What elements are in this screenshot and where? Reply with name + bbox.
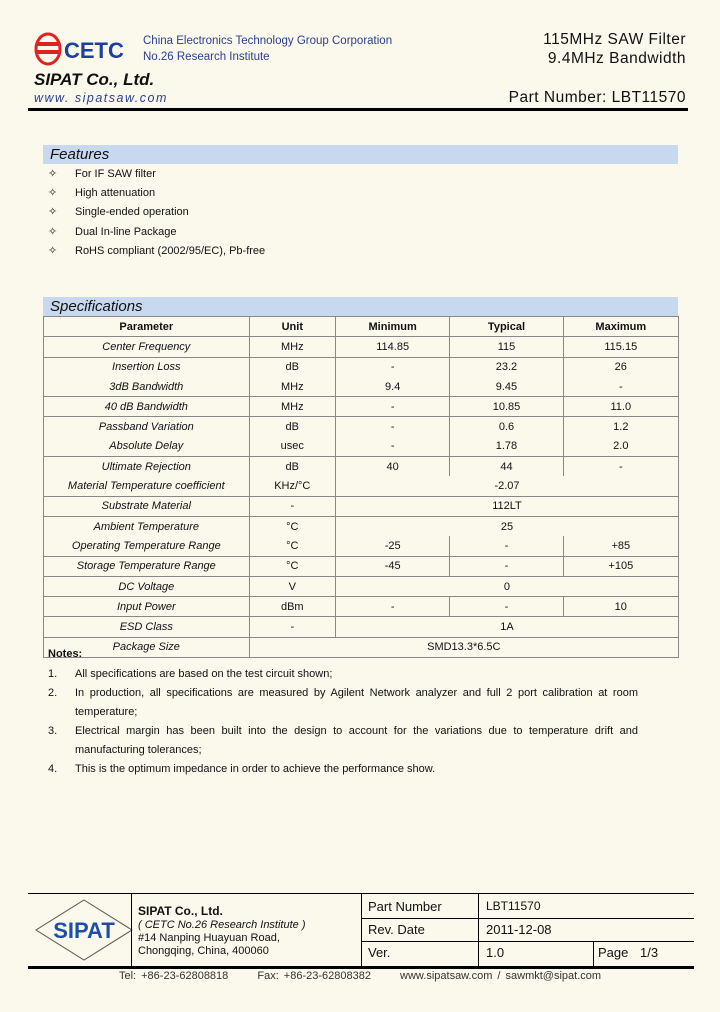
value-cell: dB: [249, 457, 335, 477]
column-header: Parameter: [44, 317, 250, 337]
value-cell: -: [335, 357, 449, 377]
parameter-cell: Material Temperature coefficient: [44, 476, 250, 496]
note-item: [48, 722, 638, 760]
footer-company: SIPAT Co., Ltd.: [138, 904, 223, 918]
note-number: 4.: [48, 763, 58, 775]
value-cell: 10: [563, 597, 678, 617]
value-cell: -: [249, 496, 335, 516]
table-row: [44, 617, 679, 637]
parameter-cell: Ambient Temperature: [44, 516, 250, 536]
value-cell: MHz: [249, 377, 335, 397]
value-cell: 112LT: [335, 496, 678, 516]
web-email[interactable]: www.sipatsaw.com / sawmkt@sipat.com: [400, 970, 602, 982]
institute-name: No.26 Research Institute: [143, 51, 270, 63]
fax: Fax: +86-23-62808382: [257, 970, 371, 982]
value-cell: -45: [335, 556, 449, 576]
value-cell: 10.85: [450, 397, 563, 417]
version-value: 1.0: [486, 945, 505, 960]
value-cell: 0: [335, 576, 678, 596]
note-number: 3.: [48, 725, 58, 737]
page-value: 1/3: [640, 945, 659, 960]
value-cell: dB: [249, 417, 335, 437]
parameter-cell: Center Frequency: [44, 337, 250, 357]
table-row: [44, 417, 679, 437]
feature-text: Dual In-line Package: [75, 225, 177, 238]
note-text: All specifications are based on the test circuit shown;: [75, 668, 333, 680]
value-cell: 2.0: [563, 437, 678, 457]
value-cell: -: [450, 556, 563, 576]
value-cell: 1A: [335, 617, 678, 637]
page-label: Page: [598, 945, 629, 960]
table-row: [44, 357, 679, 377]
website-link[interactable]: www. sipatsaw.com: [34, 91, 168, 105]
bullet-icon: ✧: [48, 244, 58, 257]
note-item: [48, 684, 638, 722]
value-cell: 1.78: [450, 437, 563, 457]
value-cell: -: [450, 536, 563, 556]
value-cell: dB: [249, 357, 335, 377]
value-cell: 11.0: [563, 397, 678, 417]
parameter-cell: Absolute Delay: [44, 437, 250, 457]
header-divider: [28, 108, 688, 111]
value-cell: 115: [450, 337, 563, 357]
note-number: 2.: [48, 687, 58, 699]
note-item: [48, 760, 638, 779]
parameter-cell: Operating Temperature Range: [44, 536, 250, 556]
value-cell: -25: [335, 536, 449, 556]
rev-date-value: 2011-12-08: [486, 922, 552, 937]
value-cell: -2.07: [335, 476, 678, 496]
value-cell: 9.4: [335, 377, 449, 397]
note-text: Electrical margin has been built into the design to account for the variations due to temperature drift and manufacturing tolerances;: [75, 725, 638, 756]
rev-date-label: Rev. Date: [368, 922, 425, 937]
value-cell: -: [249, 617, 335, 637]
value-cell: 1.2: [563, 417, 678, 437]
table-row: [44, 597, 679, 617]
cetc-logo-text: CETC: [64, 38, 124, 63]
bullet-icon: ✧: [48, 187, 58, 200]
table-row: [44, 457, 679, 477]
value-cell: usec: [249, 437, 335, 457]
feature-text: For IF SAW filter: [75, 168, 156, 180]
table-row: [44, 516, 679, 536]
column-header: Unit: [249, 317, 335, 337]
part-number-value: LBT11570: [486, 899, 541, 913]
feature-text: RoHS compliant (2002/95/EC), Pb-free: [75, 244, 266, 257]
value-cell: SMD13.3*6.5C: [249, 637, 678, 657]
value-cell: 25: [335, 516, 678, 536]
value-cell: +85: [563, 536, 678, 556]
parameter-cell: Package Size: [44, 637, 250, 657]
parameter-cell: ESD Class: [44, 617, 250, 637]
value-cell: °C: [249, 536, 335, 556]
version-label: Ver.: [368, 945, 391, 960]
footer-box: [28, 893, 694, 969]
bullet-icon: ✧: [48, 168, 58, 180]
feature-item: [48, 225, 177, 238]
value-cell: MHz: [249, 397, 335, 417]
value-cell: -: [563, 457, 678, 477]
column-header: Typical: [450, 317, 563, 337]
value-cell: -: [335, 397, 449, 417]
part-number-label: Part Number: [368, 899, 442, 914]
table-row: [44, 437, 679, 457]
note-number: 1.: [48, 668, 58, 680]
table-header-row: [44, 317, 679, 337]
table-row: [44, 536, 679, 556]
parameter-cell: Substrate Material: [44, 496, 250, 516]
sipat-logo: [34, 898, 134, 962]
company-name: SIPAT Co., Ltd.: [34, 70, 155, 89]
table-row: [44, 576, 679, 596]
value-cell: 44: [450, 457, 563, 477]
value-cell: 115.15: [563, 337, 678, 357]
parameter-cell: Input Power: [44, 597, 250, 617]
value-cell: 114.85: [335, 337, 449, 357]
notes-heading: Notes:: [48, 648, 83, 660]
value-cell: V: [249, 576, 335, 596]
table-row: [44, 377, 679, 397]
parameter-cell: Insertion Loss: [44, 357, 250, 377]
parameter-cell: Storage Temperature Range: [44, 556, 250, 576]
footer-institute: ( CETC No.26 Research Institute ): [138, 919, 306, 931]
parameter-cell: Ultimate Rejection: [44, 457, 250, 477]
value-cell: -: [335, 417, 449, 437]
value-cell: 0.6: [450, 417, 563, 437]
value-cell: 23.2: [450, 357, 563, 377]
value-cell: 40: [335, 457, 449, 477]
value-cell: -: [335, 597, 449, 617]
features-heading: Features: [43, 145, 678, 164]
value-cell: -: [335, 437, 449, 457]
value-cell: 9.45: [450, 377, 563, 397]
feature-item: [48, 167, 156, 180]
specifications-heading: Specifications: [43, 297, 678, 316]
table-row: [44, 496, 679, 516]
value-cell: 26: [563, 357, 678, 377]
feature-text: High attenuation: [75, 187, 156, 200]
value-cell: -: [450, 597, 563, 617]
table-row: [44, 397, 679, 417]
footer-address2: Chongqing, China, 400060: [138, 945, 269, 957]
table-row: [44, 556, 679, 576]
bullet-icon: ✧: [48, 225, 58, 238]
feature-text: Single-ended operation: [75, 206, 189, 219]
column-header: Maximum: [563, 317, 678, 337]
parameter-cell: 40 dB Bandwidth: [44, 397, 250, 417]
telephone: Tel: +86-23-62808818: [118, 970, 229, 982]
table-row: [44, 637, 679, 657]
product-bandwidth: 9.4MHz Bandwidth: [547, 50, 686, 67]
value-cell: +105: [563, 556, 678, 576]
sipat-logo-text: SIPAT: [53, 918, 115, 943]
feature-item: [48, 186, 155, 199]
bullet-icon: ✧: [48, 206, 58, 219]
value-cell: °C: [249, 556, 335, 576]
value-cell: °C: [249, 516, 335, 536]
parameter-cell: DC Voltage: [44, 576, 250, 596]
table-row: [44, 476, 679, 496]
corp-name: China Electronics Technology Group Corporation: [143, 35, 393, 47]
contact-line: [0, 970, 720, 982]
note-text: This is the optimum impedance in order to achieve the performance show.: [75, 763, 436, 775]
value-cell: MHz: [249, 337, 335, 357]
note-item: [48, 665, 638, 684]
value-cell: KHz/°C: [249, 476, 335, 496]
parameter-cell: 3dB Bandwidth: [44, 377, 250, 397]
product-title: 115MHz SAW Filter: [543, 31, 686, 48]
value-cell: dBm: [249, 597, 335, 617]
footer-address1: #14 Nanping Huayuan Road,: [138, 932, 280, 944]
specifications-table: [43, 316, 679, 658]
feature-item: [48, 244, 265, 257]
part-number: Part Number: LBT11570: [508, 89, 686, 106]
value-cell: -: [563, 377, 678, 397]
note-text: In production, all specifications are measured by Agilent Network analyzer and full 2 port calibration at room temperature;: [75, 687, 638, 718]
table-row: [44, 337, 679, 357]
feature-item: [48, 205, 189, 218]
parameter-cell: Passband Variation: [44, 417, 250, 437]
column-header: Minimum: [335, 317, 449, 337]
cetc-logo: [34, 30, 134, 68]
